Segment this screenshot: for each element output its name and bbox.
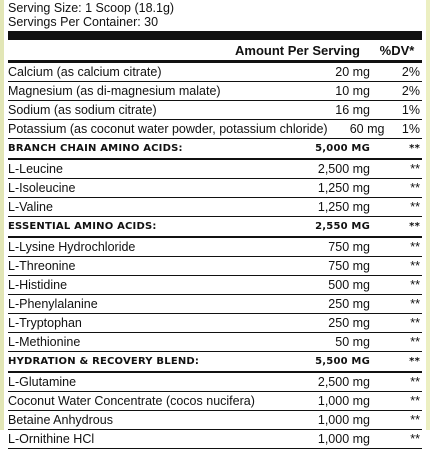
nutrient-name: Sodium (as sodium citrate) — [8, 103, 157, 117]
nutrient-dv: ** — [410, 413, 420, 427]
nutrient-row-valine — [8, 198, 422, 217]
nutrient-name: Potassium (as coconut water powder, potassium chloride) — [8, 122, 328, 136]
amount-per-serving-header: Amount Per Serving — [235, 42, 360, 58]
nutrient-dv: ** — [410, 259, 420, 273]
servings-per-container: Servings Per Container: 30 — [8, 15, 159, 29]
nutrient-amount: 250 mg — [328, 297, 370, 311]
nutrient-amount: 2,500 mg — [317, 162, 370, 176]
nutrient-name: Betaine Anhydrous — [8, 413, 113, 427]
nutrient-amount: 2,500 mg — [317, 375, 370, 389]
nutrient-dv: 2% — [401, 84, 420, 98]
nutrient-row-isoleucine — [8, 179, 422, 198]
nutrient-row-histidine — [8, 276, 422, 295]
nutrient-name: L-Methionine — [8, 335, 81, 349]
nutrient-row-threonine — [8, 257, 422, 276]
nutrient-amount: 60 mg — [349, 122, 385, 136]
nutrient-name: Calcium (as calcium citrate) — [8, 65, 162, 79]
nutrient-name: L-Glutamine — [8, 375, 77, 389]
nutrient-amount: 500 mg — [328, 278, 370, 292]
column-header-row — [8, 40, 422, 60]
nutrient-row-magnesium — [8, 82, 422, 101]
nutrient-dv: 1% — [401, 103, 420, 117]
nutrient-name: L-Phenylalanine — [8, 297, 98, 311]
nutrient-amount: 1,000 mg — [317, 413, 370, 427]
thick-divider — [8, 31, 422, 40]
nutrient-row-leucine — [8, 160, 422, 179]
section-header-bcaa — [8, 139, 422, 160]
nutrient-dv: ** — [410, 181, 420, 195]
nutrient-dv: ** — [410, 335, 420, 349]
nutrient-row-coconut-water — [8, 392, 422, 411]
nutrient-dv: ** — [410, 162, 420, 176]
daily-value-header: %DV* — [379, 42, 415, 58]
section-dv: ** — [409, 356, 420, 367]
nutrient-row-lysine — [8, 238, 422, 257]
nutrient-amount: 20 mg — [335, 65, 370, 79]
nutrient-name: L-Tryptophan — [8, 316, 82, 330]
section-title: BRANCH CHAIN AMINO ACIDS: — [8, 143, 183, 154]
nutrient-amount: 1,000 mg — [317, 432, 370, 446]
nutrient-name: L-Lysine Hydrochloride — [8, 240, 136, 254]
nutrient-row-ornithine — [8, 430, 422, 449]
nutrient-amount: 250 mg — [328, 316, 370, 330]
nutrient-dv: ** — [410, 278, 420, 292]
nutrient-amount: 1,000 mg — [317, 394, 370, 408]
nutrient-row-sodium — [8, 101, 422, 120]
background-edge-right — [426, 0, 430, 430]
nutrient-dv: ** — [410, 316, 420, 330]
nutrient-row-tryptophan — [8, 314, 422, 333]
nutrient-name: Coconut Water Concentrate (cocos nucifera) — [8, 394, 255, 408]
section-amount: 5,500 MG — [315, 356, 370, 367]
section-header-eaa — [8, 217, 422, 238]
nutrient-row-glutamine — [8, 373, 422, 392]
nutrient-name: L-Valine — [8, 200, 53, 214]
nutrient-row-calcium — [8, 63, 422, 82]
nutrient-row-betaine — [8, 411, 422, 430]
nutrient-dv: 2% — [401, 65, 420, 79]
nutrient-name: L-Leucine — [8, 162, 63, 176]
nutrient-dv: ** — [410, 240, 420, 254]
nutrient-amount: 50 mg — [335, 335, 370, 349]
nutrient-name: L-Isoleucine — [8, 181, 76, 195]
section-title: HYDRATION & RECOVERY BLEND: — [8, 356, 200, 367]
nutrient-name: L-Histidine — [8, 278, 68, 292]
section-header-hydration — [8, 352, 422, 373]
nutrient-amount: 750 mg — [328, 259, 370, 273]
nutrient-dv: ** — [410, 432, 420, 446]
nutrient-amount: 10 mg — [335, 84, 370, 98]
nutrient-dv: ** — [410, 200, 420, 214]
section-amount: 2,550 MG — [315, 221, 370, 232]
section-amount: 5,000 MG — [315, 143, 370, 154]
nutrient-row-potassium — [8, 120, 422, 139]
nutrient-dv: ** — [410, 375, 420, 389]
nutrient-name: L-Threonine — [8, 259, 76, 273]
section-dv: ** — [409, 143, 420, 154]
supplement-facts-panel — [4, 0, 426, 446]
section-dv: ** — [409, 221, 420, 232]
section-title: ESSENTIAL AMINO ACIDS: — [8, 221, 157, 232]
nutrient-amount: 16 mg — [335, 103, 370, 117]
nutrient-amount: 750 mg — [328, 240, 370, 254]
nutrient-amount: 1,250 mg — [317, 181, 370, 195]
nutrient-amount: 1,250 mg — [317, 200, 370, 214]
nutrient-dv: ** — [410, 297, 420, 311]
nutrient-row-phenylalanine — [8, 295, 422, 314]
nutrient-dv: ** — [410, 394, 420, 408]
nutrient-name: L-Ornithine HCl — [8, 432, 95, 446]
nutrient-dv: 1% — [401, 122, 420, 136]
nutrient-row-methionine — [8, 333, 422, 352]
serving-size: Serving Size: 1 Scoop (18.1g) — [8, 1, 175, 15]
nutrient-name: Magnesium (as di-magnesium malate) — [8, 84, 221, 98]
